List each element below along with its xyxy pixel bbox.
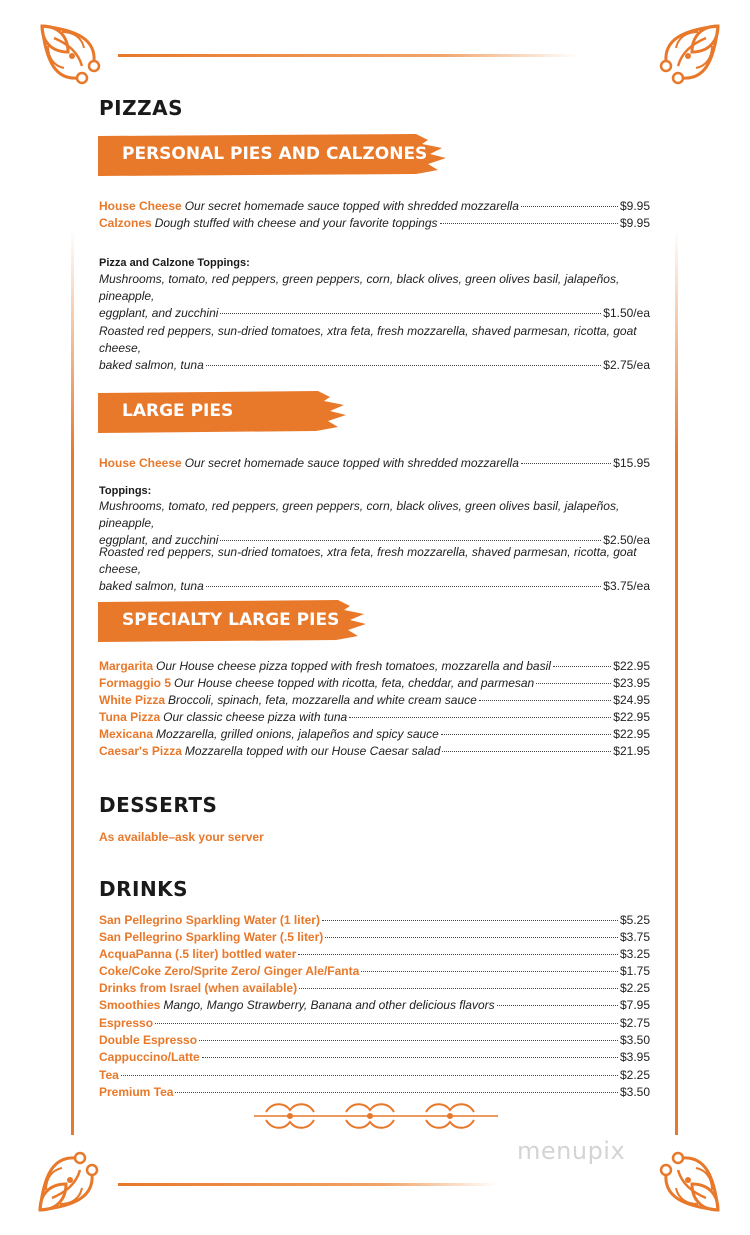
item-name: Drinks from Israel (when available) xyxy=(99,981,298,995)
ornament-corner-icon xyxy=(38,22,102,86)
toppings-price: $1.50/ea xyxy=(603,306,650,320)
item-desc: Broccoli, spinach, feta, mozzarella and white cream sauce xyxy=(168,693,477,707)
left-border xyxy=(71,230,74,1135)
item-desc: Our House cheese topped with ricotta, feta, cheddar, and parmesan xyxy=(174,676,535,690)
item-price: $2.75 xyxy=(619,1016,650,1030)
menu-item xyxy=(99,198,650,214)
item-name: Double Espresso xyxy=(99,1033,198,1047)
toppings-list xyxy=(99,323,650,374)
banner-label: LARGE PIES xyxy=(122,401,234,421)
item-name: Caesar's Pizza xyxy=(99,744,182,758)
item-price: $9.95 xyxy=(619,216,650,230)
menu-item xyxy=(99,1049,650,1065)
toppings-line: Roasted red peppers, sun-dried tomatoes, xtra feta, fresh mozzarella, shaved parmesan, ricotta, goat cheese, xyxy=(99,545,637,576)
item-price: $1.75 xyxy=(619,964,650,978)
menu-item xyxy=(99,929,650,945)
toppings-list xyxy=(99,498,650,549)
menu-item xyxy=(99,455,650,471)
item-price: $2.25 xyxy=(619,981,650,995)
menu-item xyxy=(99,658,650,674)
banner-large-pies xyxy=(98,391,348,433)
item-name: Margarita xyxy=(99,659,154,673)
menu-item xyxy=(99,709,650,725)
item-price: $3.95 xyxy=(619,1050,650,1064)
toppings-price: $3.75/ea xyxy=(603,579,650,593)
item-name: AcquaPanna (.5 liter) bottled water xyxy=(99,947,297,961)
menu-item xyxy=(99,997,650,1013)
ornament-corner-icon xyxy=(36,1150,100,1214)
item-name: White Pizza xyxy=(99,693,166,707)
toppings-price: $2.75/ea xyxy=(603,358,650,372)
banner-specialty-pies xyxy=(98,600,368,642)
menu-item xyxy=(99,726,650,742)
item-name: Espresso xyxy=(99,1016,154,1030)
bottom-divider xyxy=(118,1183,498,1186)
item-name: Coke/Coke Zero/Sprite Zero/ Ginger Ale/Fanta xyxy=(99,964,360,978)
menu-item xyxy=(99,692,650,708)
item-name: San Pellegrino Sparkling Water (.5 liter) xyxy=(99,930,324,944)
item-desc: Dough stuffed with cheese and your favorite toppings xyxy=(154,216,438,230)
item-price: $3.25 xyxy=(619,947,650,961)
ornament-corner-icon xyxy=(658,1150,722,1214)
item-name: House Cheese xyxy=(99,456,182,470)
menu-item xyxy=(99,946,650,962)
menu-item xyxy=(99,963,650,979)
section-title-pizzas: PIZZAS xyxy=(99,96,183,120)
toppings-list xyxy=(99,544,650,595)
menu-item xyxy=(99,980,650,996)
toppings-line: Mushrooms, tomato, red peppers, green peppers, corn, black olives, green olives basil, jalapeños, pineapple, xyxy=(99,499,620,530)
item-price: $21.95 xyxy=(613,744,650,758)
item-desc: Our secret homemade sauce topped with shredded mozzarella xyxy=(184,456,519,470)
item-desc: Our classic cheese pizza with tuna xyxy=(163,710,348,724)
item-desc: Mango, Mango Strawberry, Banana and other delicious flavors xyxy=(163,998,495,1012)
item-price: $3.75 xyxy=(619,930,650,944)
menu-item xyxy=(99,215,650,231)
item-name: Tea xyxy=(99,1068,119,1082)
toppings-line: Mushrooms, tomato, red peppers, green peppers, corn, black olives, green olives basil, jalapeños, pineapple, xyxy=(99,272,620,303)
toppings-label: Pizza and Calzone Toppings: xyxy=(99,257,250,269)
toppings-line: baked salmon, tuna xyxy=(99,358,204,372)
item-price: $22.95 xyxy=(613,727,650,741)
toppings-line: eggplant, and zucchini xyxy=(99,533,219,547)
toppings-list xyxy=(99,271,650,322)
item-name: Tuna Pizza xyxy=(99,710,161,724)
item-price: $24.95 xyxy=(613,693,650,707)
item-price: $15.95 xyxy=(613,456,650,470)
item-price: $5.25 xyxy=(619,913,650,927)
right-border xyxy=(675,230,678,1135)
ornament-corner-icon xyxy=(658,22,722,86)
menu-item xyxy=(99,1067,650,1083)
item-desc: Mozzarella, grilled onions, jalapeños and spicy sauce xyxy=(156,727,439,741)
banner-label: SPECIALTY LARGE PIES xyxy=(122,610,340,630)
watermark: menupix xyxy=(517,1137,626,1165)
toppings-line: Roasted red peppers, sun-dried tomatoes, xtra feta, fresh mozzarella, shaved parmesan, ricotta, goat cheese, xyxy=(99,324,637,355)
item-desc: Our House cheese pizza topped with fresh tomatoes, mozzarella and basil xyxy=(156,659,551,673)
banner-label: PERSONAL PIES AND CALZONES xyxy=(122,144,428,164)
item-name: San Pellegrino Sparkling Water (1 liter) xyxy=(99,913,320,927)
menu-item xyxy=(99,675,650,691)
menu-item xyxy=(99,1015,650,1031)
item-price: $3.50 xyxy=(619,1033,650,1047)
item-name: Premium Tea xyxy=(99,1085,174,1099)
item-name: Formaggio 5 xyxy=(99,676,172,690)
item-price: $3.50 xyxy=(619,1085,650,1099)
ornament-divider-icon xyxy=(254,1098,498,1138)
item-price: $9.95 xyxy=(619,199,650,213)
menu-item xyxy=(99,912,650,928)
menu-item xyxy=(99,1032,650,1048)
item-name: Calzones xyxy=(99,216,152,230)
top-divider xyxy=(118,54,578,57)
section-title-drinks: DRINKS xyxy=(99,877,189,901)
item-name: Smoothies xyxy=(99,998,161,1012)
toppings-line: eggplant, and zucchini xyxy=(99,306,219,320)
desserts-note: As available–ask your server xyxy=(99,830,264,844)
item-desc: Mozzarella topped with our House Caesar salad xyxy=(184,744,441,758)
item-name: House Cheese xyxy=(99,199,182,213)
item-price: $22.95 xyxy=(613,710,650,724)
toppings-label: Toppings: xyxy=(99,485,152,497)
item-name: Mexicana xyxy=(99,727,154,741)
toppings-line: baked salmon, tuna xyxy=(99,579,204,593)
item-desc: Our secret homemade sauce topped with shredded mozzarella xyxy=(184,199,519,213)
menu-item xyxy=(99,743,650,759)
item-price: $7.95 xyxy=(619,998,650,1012)
item-price: $22.95 xyxy=(613,659,650,673)
item-name: Cappuccino/Latte xyxy=(99,1050,200,1064)
item-price: $2.25 xyxy=(619,1068,650,1082)
banner-personal-pies xyxy=(98,134,448,176)
toppings-price: $2.50/ea xyxy=(603,533,650,547)
item-price: $23.95 xyxy=(613,676,650,690)
section-title-desserts: DESSERTS xyxy=(99,793,218,817)
